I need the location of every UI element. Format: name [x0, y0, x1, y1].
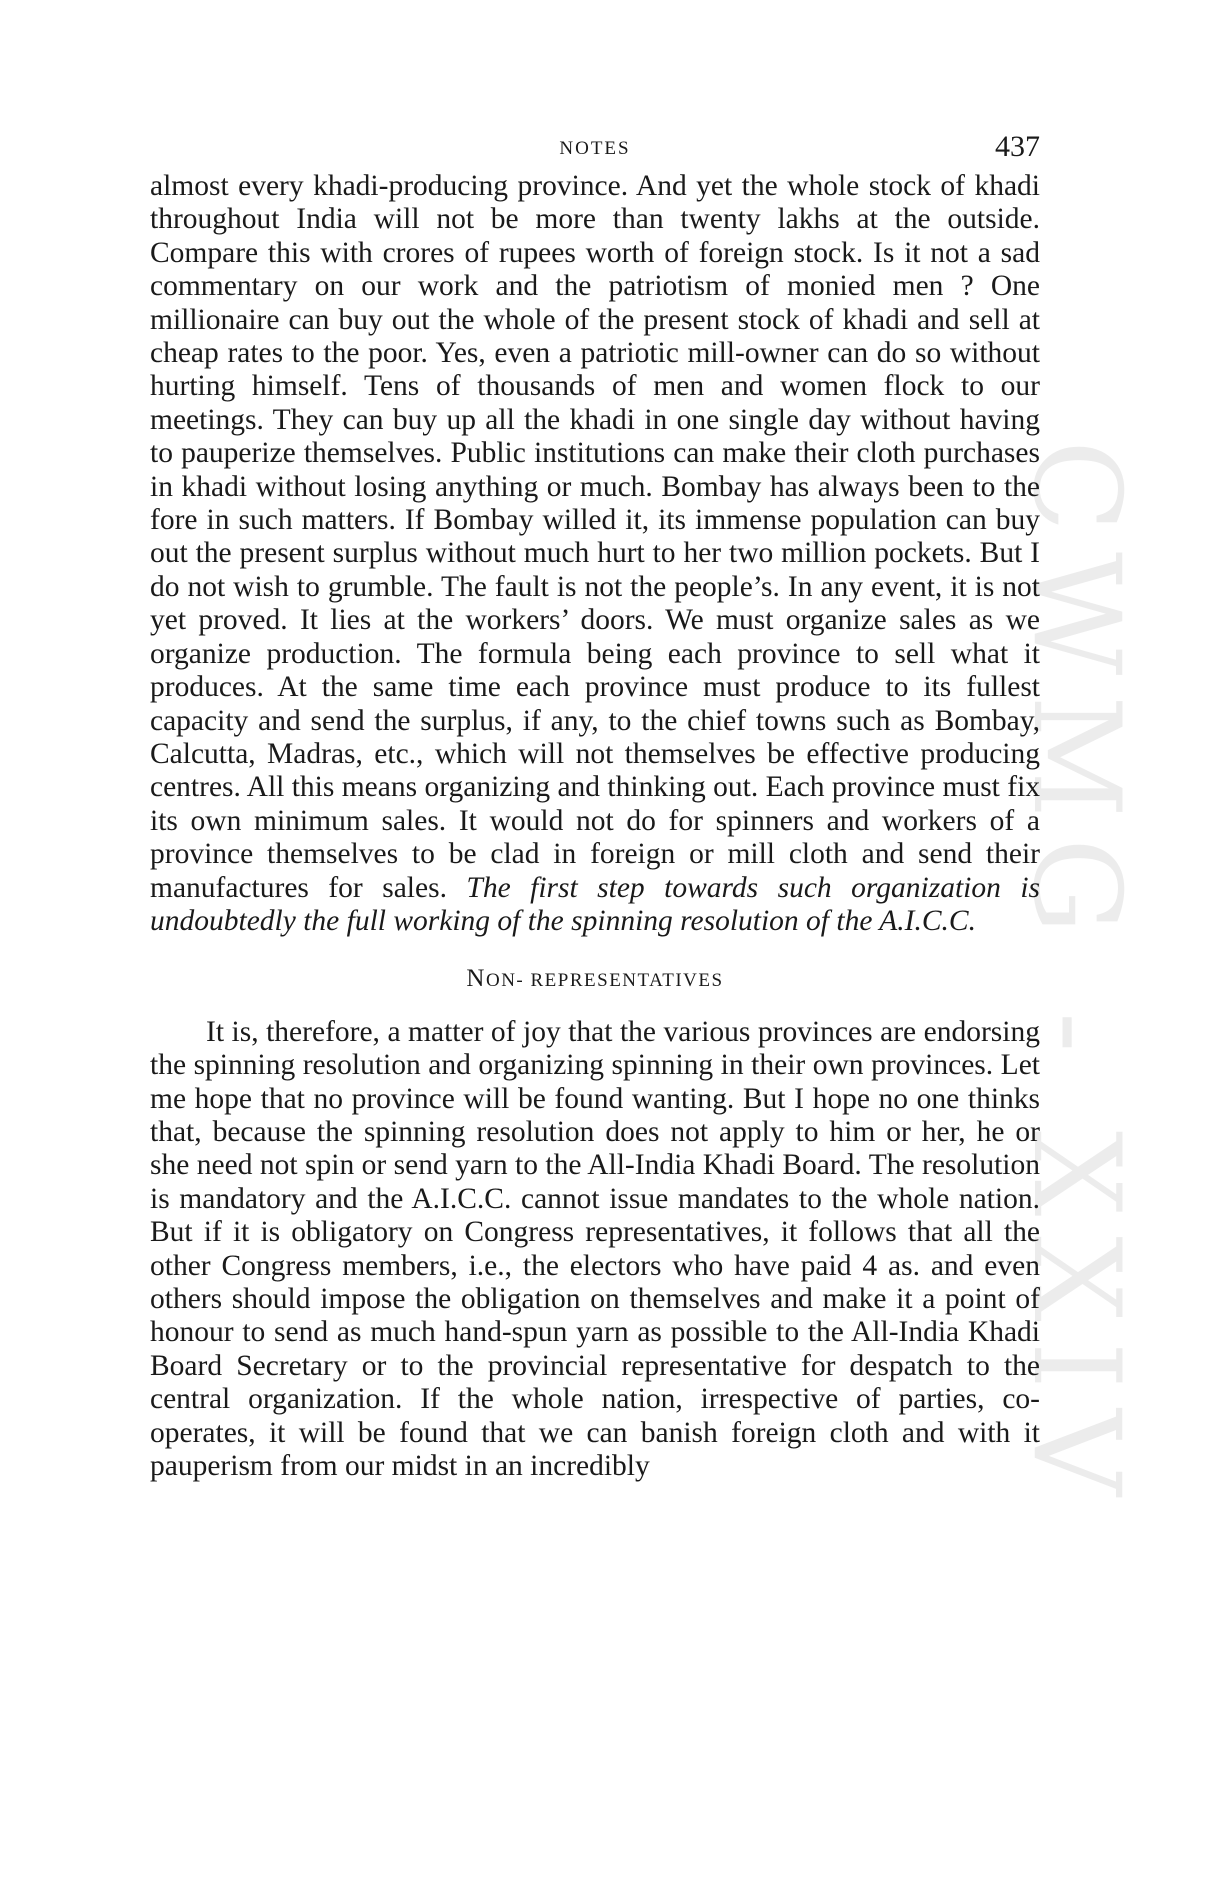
section-heading-initial: N — [466, 965, 486, 993]
page — [150, 130, 1040, 1483]
section-heading-rest: ON- REPRESENTATIVES — [485, 970, 724, 992]
body-text — [150, 170, 1040, 1483]
paragraph-2: It is, therefore, a matter of joy that the various provinces are endorsing the spinning resolution and organizing spinning in their own provinces. Let me hope that no province will be found wanting. But I hope no one thinks that, because the spinning resolution does not apply to him or her, he or she need not spin or send yarn to the All-India Khadi Board. The resolution is mandatory and the A.I.C.C. cannot issue mandates to the whole nation. But if it is obligatory on Congress representatives, it follows that all the other Congress members, i.e., the electors who have paid 4 as. and even others should impose the obligation on themselves and make it a point of honour to send as much hand-spun yarn as possible to the All-India Khadi Board Secretary or to the provincial representative for despatch to the central organization. If the whole nation, irrespective of parties, co-operates, it will be found that we can banish foreign cloth and with it pauperism from our midst in an incredibly — [150, 1015, 1040, 1483]
page-number: 437 — [995, 130, 1040, 163]
watermark: CWMG - XXIV — [1006, 440, 1145, 1516]
paragraph-1-italic: The first step towards such organization is undoubtedly the full working of the spinning resolution of the A.I.C.C. — [150, 871, 1040, 937]
section-heading — [150, 962, 1040, 997]
running-head — [150, 130, 1040, 170]
paragraph-1-text: almost every khadi-producing province. And yet the whole stock of khadi throughout India will not be more than twenty lakhs at the outside. Compare this with crores of rupees worth of foreign stock. Is it not a sad commentary on our work and the patriotism of monied men ? One millionaire can buy out the whole of the present stock of khadi and sell at cheap rates to the poor. Yes, even a patriotic mill-owner can do so without hurting himself. Tens of thousands of men and women flock to our meetings. They can buy up all the khadi in one single day without having to pauperize themselves. Public institutions can make their cloth purchases in khadi without losing anything or much. Bombay has always been to the fore in such matters. If Bombay willed it, its immense population can buy out the present surplus without much hurt to her two million pockets. But I do not wish to grumble. The fault is not the people’s. In any event, it is not yet proved. It lies at the workers’ doors. We must organize sales as we organize production. The formula being each province to sell what it produces. At the same time each province must produce to its fullest capacity and send the surplus, if any, to the chief towns such as Bombay, Calcutta, Madras, etc., which will not themselves be effective producing centres. All this means organizing and thinking out. Each province must fix its own minimum sales. It would not do for spinners and workers of a province themselves to be clad in foreign or mill cloth and send their manufactures for sales. — [150, 170, 1041, 904]
running-title: NOTES — [559, 138, 631, 159]
paragraph-1 — [150, 170, 1040, 938]
